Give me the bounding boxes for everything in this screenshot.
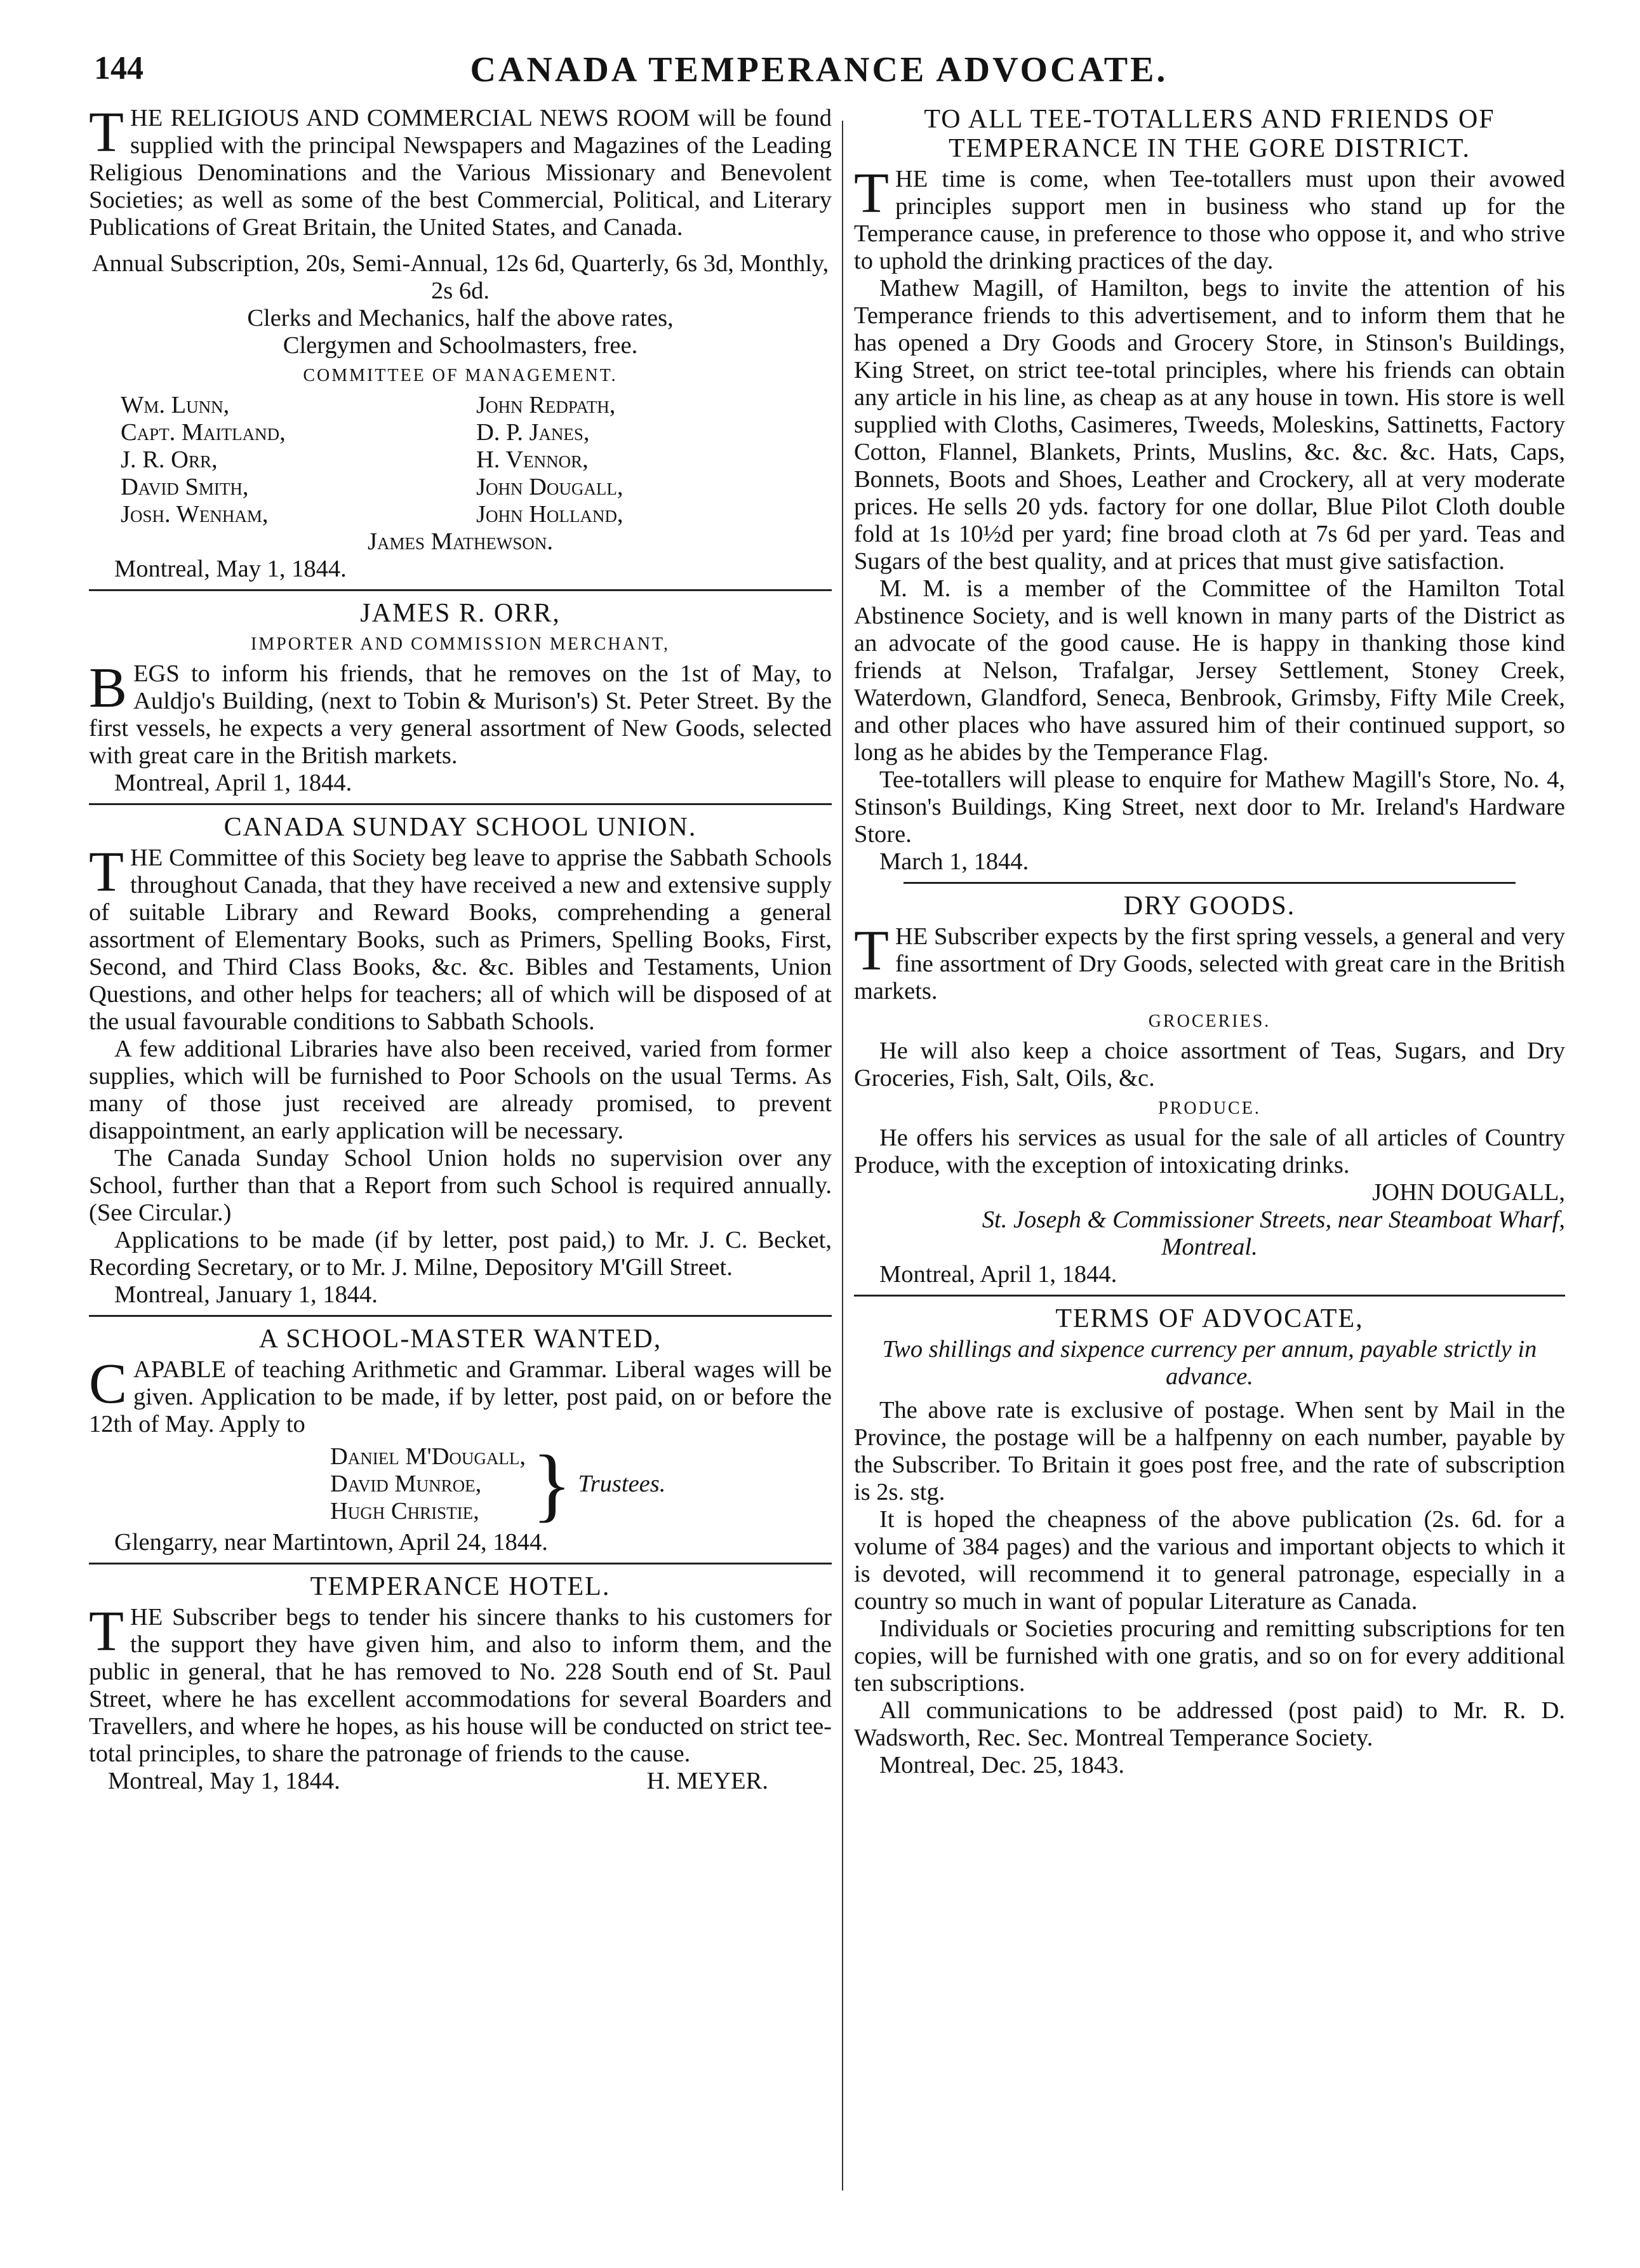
orr-text: BEGS to inform his friends, that he removes on the 1st of May, to Auldjo's Building, (next to Tobin & Murison's) St. Peter Street. By the first vessels, he expects a very general assortment of New Goods, selected with great care in the British markets. [89, 657, 832, 769]
committee-member: J. R. Orr, [121, 446, 218, 473]
clergy-rates: Clergymen and Schoolmasters, free. [283, 332, 638, 359]
terms-paragraph-4: All communications to be addressed (post paid) to Mr. R. D. Wadsworth, Rec. Sec. Montreal Temperance Society. [854, 1697, 1565, 1751]
trustee-name: Hugh Christie, [330, 1498, 479, 1524]
committee-member: Wm. Lunn, [121, 392, 230, 418]
schoolmaster-title: A SCHOOL-MASTER WANTED, [258, 1324, 662, 1354]
committee-member: David Smith, [121, 474, 249, 500]
dry-address: St. Joseph & Commissioner Streets, near Steamboat Wharf, [982, 1206, 1565, 1233]
produce-heading: PRODUCE. [1158, 1098, 1261, 1118]
trustees-block [330, 1438, 832, 1530]
orr-subtitle: IMPORTER AND COMMISSION MERCHANT, [251, 634, 670, 654]
dry-goods-advert [854, 891, 1565, 1288]
sunday-paragraph-3: The Canada Sunday School Union holds no supervision over any School, further than that a Report from such School is required annually. (See Circular.) [89, 1145, 832, 1226]
schoolmaster-advert [89, 1324, 832, 1556]
section-rule [89, 589, 832, 591]
terms-date: Montreal, Dec. 25, 1843. [879, 1752, 1124, 1778]
column-divider [842, 121, 843, 2191]
sunday-date: Montreal, January 1, 1844. [114, 1281, 378, 1308]
hotel-title: TEMPERANCE HOTEL. [310, 1572, 611, 1601]
trustee-names [330, 1443, 526, 1525]
trustee-name: Daniel M'Dougall, [330, 1443, 526, 1470]
trustee-name: David Munroe, [330, 1471, 482, 1497]
brace-glyph: } [531, 1438, 572, 1530]
terms-paragraph-2: It is hoped the cheapness of the above publication (2s. 6d. for a volume of 384 pages) and the various and important objects to which it is devoted, will recommend it to general patronage, especially in a country so much in want of popular Literature as Canada. [854, 1506, 1565, 1615]
sunday-title: CANADA SUNDAY SCHOOL UNION. [223, 813, 697, 842]
orr-date: Montreal, April 1, 1844. [114, 770, 352, 796]
section-rule [854, 1295, 1565, 1297]
hotel-text: THE Subscriber begs to tender his sincere thanks to his customers for the support they have given him, and also to inform them, and the public in general, that he has removed to No. 228 South end of St. Paul Street, where he has excellent accommodations for several Boarders and Travellers, and where he hopes, as his house will be conducted on strict tee-total principles, to share the patronage of friends to the cause. [89, 1600, 832, 1767]
clerks-rates: Clerks and Mechanics, half the above rates, [247, 305, 674, 331]
terms-advert [854, 1304, 1565, 1779]
dry-city: Montreal. [1161, 1234, 1258, 1260]
terms-paragraph-3: Individuals or Societies procuring and remitting subscriptions for ten copies, will be furnished with one gratis, and so on for every additional ten subscriptions. [854, 1615, 1565, 1697]
gore-advert [854, 105, 1565, 876]
hotel-signature: H. MEYER. [646, 1768, 768, 1794]
hotel-footer [89, 1768, 832, 1795]
terms-subtitle: Two shillings and sixpence currency per annum, payable strictly in advance. [882, 1336, 1537, 1390]
hotel-advert [89, 1572, 832, 1795]
section-rule [903, 882, 1515, 884]
sunday-paragraph-2: A few additional Libraries have also been received, varied from former supplies, which will be furnished to Poor Schools on the usual Terms. As many of those just received are already promised, to prevent disappointment, an early application will be necessary. [89, 1036, 832, 1144]
groceries-text: He will also keep a choice assortment of Teas, Sugars, and Dry Groceries, Fish, Salt, Oils, &c. [854, 1037, 1565, 1091]
news-room-date: Montreal, May 1, 1844. [114, 556, 347, 582]
hotel-date: Montreal, May 1, 1844. [108, 1768, 340, 1794]
news-room-text: THE RELIGIOUS AND COMMERCIAL NEWS ROOM will be found supplied with the principal Newspapers and Magazines of the Leading Religious Denominations and the Various Missionary and Benevolent Societies; as well as some of the best Commercial, Political, and Literary Publications of Great Britain, the United States, and Canada. [89, 101, 832, 241]
produce-text: He offers his services as usual for the sale of all articles of Country Produce, with the exception of intoxicating drinks. [854, 1124, 1565, 1178]
committee-member: John Dougall, [476, 474, 623, 500]
sunday-paragraph-1: THE Committee of this Society beg leave to apprise the Sabbath Schools throughout Canada, that they have received a new and extensive supply of suitable Library and Reward Books, comprehending a general assortment of Elementary Books, such as Primers, Spelling Books, First, Second, and Third Class Books, &c. &c. Bibles and Testaments, Union Questions, and other helps for teachers; all of which will be disposed of at the usual favourable conditions to Sabbath Schools. [89, 841, 832, 1035]
page-header [89, 50, 1549, 100]
subscription-rates: Annual Subscription, 20s, Semi-Annual, 12s 6d, Quarterly, 6s 3d, Monthly, 2s 6d. [91, 250, 829, 304]
schoolmaster-date: Glengarry, near Martintown, April 24, 1844. [114, 1529, 548, 1556]
orr-title: JAMES R. ORR, [360, 599, 561, 628]
gore-paragraph-4: Tee-totallers will please to enquire for Mathew Magill's Store, No. 4, Stinson's Buildings, King Street, next door to Mr. Ireland's Hardware Store. [854, 766, 1565, 848]
committee-member: John Holland, [476, 501, 623, 528]
page-title: CANADA TEMPERANCE ADVOCATE. [470, 50, 1168, 90]
dry-text: THE Subscriber expects by the first spring vessels, a general and very fine assortment of Dry Goods, selected with great care in the British markets. [854, 919, 1565, 1004]
committee-list [89, 392, 832, 528]
dry-date: Montreal, April 1, 1844. [879, 1261, 1117, 1288]
committee-member-last: James Mathewson. [368, 528, 553, 555]
left-column [89, 101, 832, 1795]
terms-paragraph-1: The above rate is exclusive of postage. When sent by Mail in the Province, the postage will be a halfpenny on each number, payable by the Subscriber. To Britain it goes post free, and the rate of subscription is 2s. stg. [854, 1397, 1565, 1505]
gore-title: TO ALL TEE-TOTALLERS AND FRIENDS OF TEMPERANCE IN THE GORE DISTRICT. [924, 105, 1495, 163]
committee-member: D. P. Janes, [476, 419, 590, 446]
groceries-heading: GROCERIES. [1148, 1011, 1271, 1031]
committee-heading: COMMITTEE OF MANAGEMENT. [303, 366, 618, 385]
committee-member: H. Vennor, [476, 446, 589, 473]
gore-paragraph-1: THE time is come, when Tee-totallers must upon their avowed principles support men in business who stand up for the Temperance cause, in preference to those who oppose it, and who strive to uphold the drinking practices of the day. [854, 162, 1565, 274]
page-number: 144 [94, 50, 143, 86]
committee-member: John Redpath, [476, 392, 616, 418]
orr-advert [89, 599, 832, 797]
sunday-school-advert [89, 813, 832, 1309]
trustees-label: Trustees. [578, 1471, 666, 1497]
news-room-advert [89, 101, 832, 583]
schoolmaster-text: CAPABLE of teaching Arithmetic and Grammar. Liberal wages will be given. Application to be made, if by letter, post paid, on or before the 12th of May. Apply to [89, 1352, 832, 1438]
section-rule [89, 1563, 832, 1564]
section-rule [89, 803, 832, 805]
committee-member: Josh. Wenham, [121, 501, 269, 528]
dry-signature: JOHN DOUGALL, [1372, 1179, 1565, 1206]
section-rule [89, 1315, 832, 1317]
dry-title: DRY GOODS. [1123, 891, 1296, 921]
committee-member: Capt. Maitland, [121, 419, 286, 446]
right-column [854, 105, 1565, 1779]
gore-date: March 1, 1844. [879, 848, 1029, 875]
gore-paragraph-3: M. M. is a member of the Committee of the Hamilton Total Abstinence Society, and is well known in many parts of the District as an advocate of the good cause. He is happy in thanking those kind friends at Nelson, Trafalgar, Jersey Settlement, Stoney Creek, Waterdown, Glandford, Seneca, Benbrook, Grimsby, Fifty Mile Creek, and other places who have assured him of their continued support, so long as he abides by the Temperance Flag. [854, 575, 1565, 766]
gore-paragraph-2: Mathew Magill, of Hamilton, begs to invite the attention of his Temperance friends to this advertisement, and to inform them that he has opened a Dry Goods and Grocery Store, in Stinson's Buildings, King Street, on strict tee-total principles, where his friends can obtain any article in his line, as cheap as at any house in town. His store is well supplied with Cloths, Casimeres, Tweeds, Moleskins, Sattinetts, Factory Cotton, Flannel, Blankets, Prints, Muslins, &c. &c. &c. Hats, Caps, Bonnets, Boots and Shoes, Leather and Crockery, all at very moderate prices. He sells 20 yds. factory for one dollar, Blue Pilot Cloth double fold at 1s 10½d per yard; fine broad cloth at 7s 6d per yard. Teas and Sugars of the best quality, and at prices that must give satisfaction. [854, 275, 1565, 575]
terms-title: TERMS OF ADVOCATE, [1055, 1304, 1364, 1333]
sunday-paragraph-4: Applications to be made (if by letter, post paid,) to Mr. J. C. Becket, Recording Secretary, or to Mr. J. Milne, Depository M'Gill Street. [89, 1227, 832, 1281]
